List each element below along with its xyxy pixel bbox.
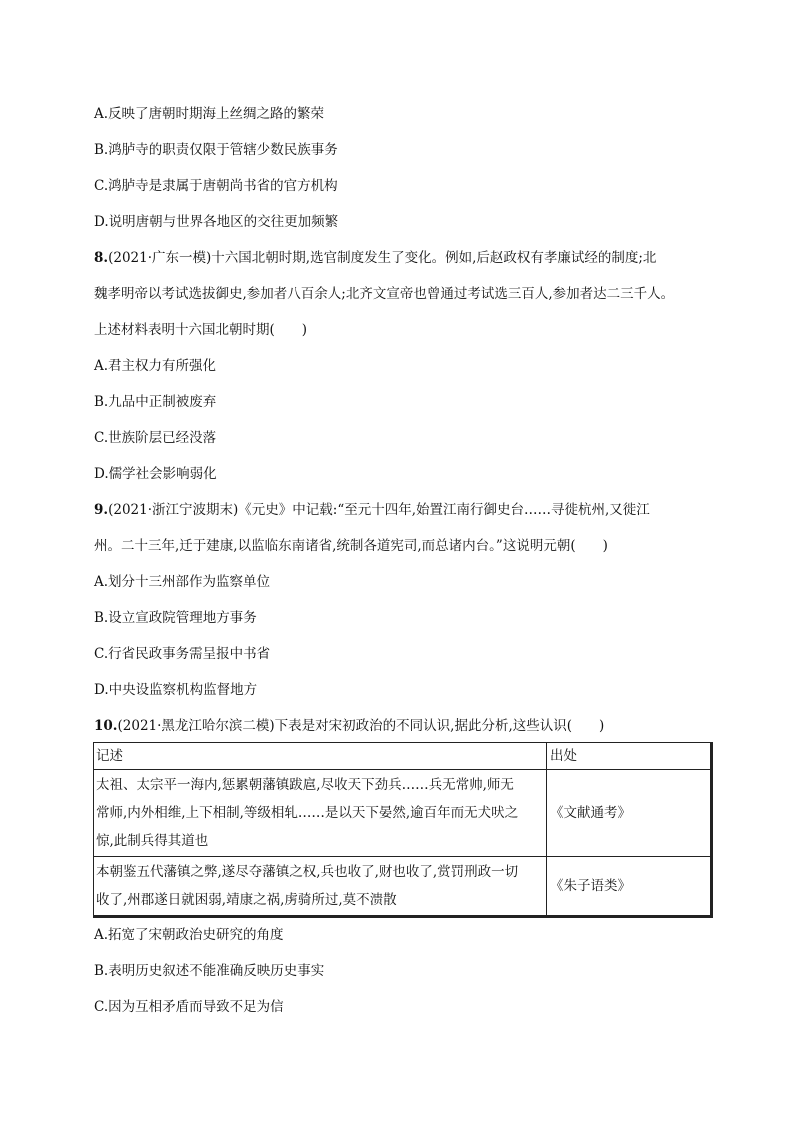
q8-number: 8. bbox=[94, 250, 109, 266]
q8-option-a: A.君主权力有所强化 bbox=[94, 358, 217, 374]
q9-option-b: B.设立宣政院管理地方事务 bbox=[94, 610, 257, 626]
table-cell-source: 《朱子语类》 bbox=[547, 857, 712, 917]
q9-option-a: A.划分十三州部作为监察单位 bbox=[94, 574, 271, 590]
q10-option-b: B.表明历史叙述不能准确反映历史事实 bbox=[94, 963, 325, 979]
q10-stem-text: (2021·黑龙江哈尔滨二模)下表是对宋初政治的不同认识,据此分析,这些认识( ) bbox=[117, 718, 605, 734]
table-cell-record bbox=[94, 857, 547, 917]
q8-option-b: B.九品中正制被废弃 bbox=[94, 394, 217, 410]
table-header-source: 出处 bbox=[547, 743, 712, 770]
q10-number: 10. bbox=[94, 718, 118, 734]
table-header-record: 记述 bbox=[94, 743, 547, 770]
q8-option-c: C.世族阶层已经没落 bbox=[94, 430, 217, 446]
q9-stem-text-1: (2021·浙江宁波期末)《元史》中记载:“至元十四年,始置江南行御史台……寻徙杭州,又徙江 bbox=[108, 502, 650, 518]
q9-stem-line-2: 州。二十三年,迁于建康,以监临东南诸省,统制各道宪司,而总诸内台。”这说明元朝( ) bbox=[94, 538, 608, 554]
q9-option-c: C.行省民政事务需呈报中书省 bbox=[94, 646, 271, 662]
q7-option-a: A.反映了唐朝时期海上丝绸之路的繁荣 bbox=[94, 106, 325, 122]
q8-option-d: D.儒学社会影响弱化 bbox=[94, 466, 217, 482]
q7-option-d: D.说明唐朝与世界各地区的交往更加频繁 bbox=[94, 214, 339, 230]
table-row bbox=[94, 770, 712, 857]
q8-stem-line-2: 魏孝明帝以考试选拔御史,参加者八百余人;北齐文宣帝也曾通过考试选三百人,参加者达二三千人。 bbox=[94, 286, 675, 302]
q10-source-table bbox=[93, 742, 713, 918]
q8-stem-text-1: (2021·广东一模)十六国北朝时期,选官制度发生了变化。例如,后赵政权有孝廉试经的制度;北 bbox=[108, 250, 657, 266]
q10-stem-line bbox=[94, 716, 604, 736]
record-line: 收了,州郡遂日就困弱,靖康之祸,虏骑所过,莫不溃散 bbox=[96, 892, 397, 908]
q9-option-d: D.中央设监察机构监督地方 bbox=[94, 682, 258, 698]
record-line: 本朝鉴五代藩镇之弊,遂尽夺藩镇之权,兵也收了,财也收了,赏罚刑政一切 bbox=[96, 864, 519, 880]
q7-option-b: B.鸿胪寺的职责仅限于管辖少数民族事务 bbox=[94, 142, 338, 158]
record-line: 太祖、太宗平一海内,惩累朝藩镇跋扈,尽收天下劲兵……兵无常帅,师无 bbox=[96, 777, 514, 793]
table-cell-source: 《文献通考》 bbox=[547, 770, 712, 857]
table-header-row bbox=[94, 743, 712, 770]
q10-option-a: A.拓宽了宋朝政治史研究的角度 bbox=[94, 927, 284, 943]
table-row bbox=[94, 857, 712, 917]
q10-option-c: C.因为互相矛盾而导致不足为信 bbox=[94, 999, 284, 1015]
q9-number: 9. bbox=[94, 502, 109, 518]
q7-option-c: C.鸿胪寺是隶属于唐朝尚书省的官方机构 bbox=[94, 178, 338, 194]
table-cell-record bbox=[94, 770, 547, 857]
q9-stem-line-1 bbox=[94, 500, 650, 520]
q8-stem-line-3: 上述材料表明十六国北朝时期( ) bbox=[94, 322, 308, 338]
record-line: 惊,此制兵得其道也 bbox=[96, 833, 209, 849]
q8-stem-line-1 bbox=[94, 248, 656, 268]
record-line: 常师,内外相维,上下相制,等级相轧……是以天下晏然,逾百年而无犬吠之 bbox=[96, 805, 519, 821]
